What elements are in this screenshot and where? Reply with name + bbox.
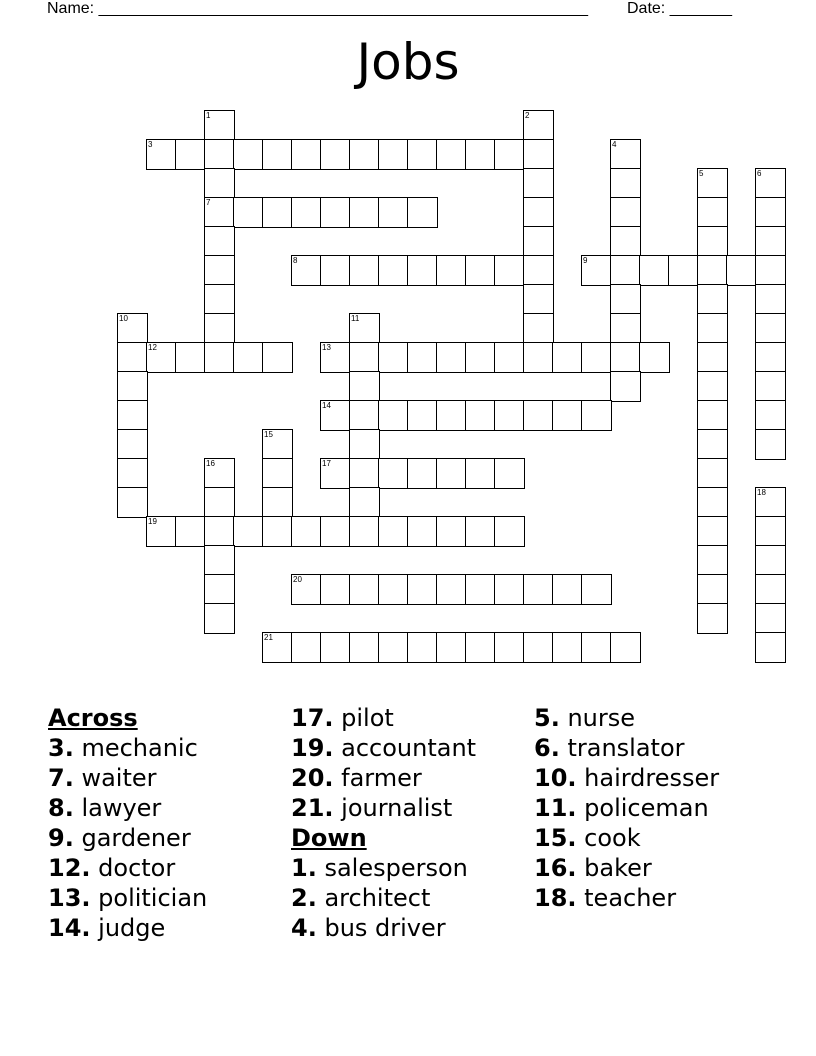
clue-item-text: pilot — [333, 704, 394, 732]
grid-cell[interactable] — [204, 603, 235, 634]
grid-cell[interactable] — [262, 139, 293, 170]
grid-cell[interactable] — [407, 574, 438, 605]
clue-number-label: 19 — [148, 517, 157, 526]
grid-cell[interactable] — [494, 516, 525, 547]
grid-cell[interactable] — [755, 400, 786, 431]
clue-item — [534, 763, 719, 793]
grid-cell[interactable] — [523, 139, 554, 170]
grid-cell[interactable] — [523, 168, 554, 199]
grid-cell[interactable] — [146, 139, 177, 170]
clue-number-label: 6 — [757, 169, 762, 178]
grid-cell[interactable] — [436, 139, 467, 170]
clue-item-number: 13. — [48, 884, 91, 912]
clue-item — [48, 913, 207, 943]
grid-cell[interactable] — [755, 197, 786, 228]
clue-item-text: hairdresser — [576, 764, 720, 792]
grid-cell[interactable] — [465, 516, 496, 547]
grid-cell[interactable] — [233, 342, 264, 373]
grid-cell[interactable] — [349, 197, 380, 228]
grid-cell[interactable] — [349, 632, 380, 663]
grid-cell[interactable] — [146, 516, 177, 547]
clue-item-text: nurse — [559, 704, 636, 732]
clue-item — [291, 883, 476, 913]
clue-number-label: 1 — [206, 111, 211, 120]
clue-number-label: 2 — [525, 111, 530, 120]
grid-cell[interactable] — [117, 429, 148, 460]
grid-cell[interactable] — [697, 458, 728, 489]
grid-cell[interactable] — [523, 255, 554, 286]
clue-item-number: 14. — [48, 914, 91, 942]
clue-item-number: 16. — [534, 854, 577, 882]
grid-cell[interactable] — [233, 197, 264, 228]
grid-cell[interactable] — [755, 168, 786, 199]
grid-cell[interactable] — [117, 487, 148, 518]
grid-cell[interactable] — [407, 516, 438, 547]
clue-item-number: 4. — [291, 914, 317, 942]
clue-number-label: 18 — [757, 488, 766, 497]
grid-cell[interactable] — [523, 313, 554, 344]
grid-cell[interactable] — [494, 458, 525, 489]
grid-cell[interactable] — [755, 429, 786, 460]
clue-number-label: 10 — [119, 314, 128, 323]
grid-cell[interactable] — [610, 168, 641, 199]
grid-cell[interactable] — [523, 632, 554, 663]
grid-cell[interactable] — [407, 400, 438, 431]
grid-cell[interactable] — [117, 458, 148, 489]
grid-cell[interactable] — [755, 516, 786, 547]
grid-cell[interactable] — [175, 342, 206, 373]
grid-cell[interactable] — [436, 574, 467, 605]
grid-cell[interactable] — [755, 487, 786, 518]
grid-cell[interactable] — [262, 429, 293, 460]
grid-cell[interactable] — [610, 197, 641, 228]
grid-cell[interactable] — [146, 342, 177, 373]
grid-cell[interactable] — [262, 632, 293, 663]
clue-number-label: 3 — [148, 140, 153, 149]
grid-cell[interactable] — [204, 574, 235, 605]
grid-cell[interactable] — [552, 342, 583, 373]
clue-item — [291, 703, 476, 733]
clue-number-label: 21 — [264, 633, 273, 642]
grid-cell[interactable] — [755, 574, 786, 605]
grid-cell[interactable] — [291, 516, 322, 547]
grid-cell[interactable] — [697, 487, 728, 518]
grid-cell[interactable] — [668, 255, 699, 286]
grid-cell[interactable] — [378, 400, 409, 431]
grid-cell[interactable] — [320, 255, 351, 286]
clue-item-number: 20. — [291, 764, 334, 792]
grid-cell[interactable] — [349, 313, 380, 344]
grid-cell[interactable] — [320, 139, 351, 170]
clue-item-number: 15. — [534, 824, 577, 852]
clue-item-text: journalist — [333, 794, 453, 822]
grid-cell[interactable] — [320, 342, 351, 373]
grid-cell[interactable] — [610, 632, 641, 663]
grid-cell[interactable] — [523, 110, 554, 141]
clue-column-1 — [48, 703, 207, 943]
grid-cell[interactable] — [204, 168, 235, 199]
grid-cell[interactable] — [407, 197, 438, 228]
grid-cell[interactable] — [552, 632, 583, 663]
grid-cell[interactable] — [262, 458, 293, 489]
clue-item-number: 11. — [534, 794, 577, 822]
grid-cell[interactable] — [320, 632, 351, 663]
grid-cell[interactable] — [610, 255, 641, 286]
clue-item-number: 21. — [291, 794, 334, 822]
grid-cell[interactable] — [407, 632, 438, 663]
grid-cell[interactable] — [378, 255, 409, 286]
grid-cell[interactable] — [697, 168, 728, 199]
grid-cell[interactable] — [697, 284, 728, 315]
grid-cell[interactable] — [610, 313, 641, 344]
grid-cell[interactable] — [697, 255, 728, 286]
grid-cell[interactable] — [494, 400, 525, 431]
clue-item-text: salesperson — [316, 854, 468, 882]
grid-cell[interactable] — [204, 545, 235, 576]
grid-cell[interactable] — [581, 400, 612, 431]
grid-cell[interactable] — [262, 516, 293, 547]
clue-item-text: politician — [90, 884, 208, 912]
grid-cell[interactable] — [465, 632, 496, 663]
grid-cell[interactable] — [610, 139, 641, 170]
grid-cell[interactable] — [436, 516, 467, 547]
grid-cell[interactable] — [697, 197, 728, 228]
grid-cell[interactable] — [204, 139, 235, 170]
grid-cell[interactable] — [697, 545, 728, 576]
grid-cell[interactable] — [436, 632, 467, 663]
grid-cell[interactable] — [494, 342, 525, 373]
clue-item — [48, 883, 207, 913]
grid-cell[interactable] — [378, 516, 409, 547]
clue-item — [291, 913, 476, 943]
grid-cell[interactable] — [755, 545, 786, 576]
grid-cell[interactable] — [436, 342, 467, 373]
grid-cell[interactable] — [349, 487, 380, 518]
grid-cell[interactable] — [436, 458, 467, 489]
grid-cell[interactable] — [523, 226, 554, 257]
grid-cell[interactable] — [320, 400, 351, 431]
clue-item — [48, 823, 207, 853]
grid-cell[interactable] — [204, 342, 235, 373]
grid-cell[interactable] — [378, 574, 409, 605]
grid-cell[interactable] — [320, 574, 351, 605]
clue-item-text: mechanic — [73, 734, 198, 762]
grid-cell[interactable] — [581, 255, 612, 286]
grid-cell[interactable] — [204, 516, 235, 547]
grid-cell[interactable] — [204, 226, 235, 257]
grid-cell[interactable] — [320, 516, 351, 547]
grid-cell[interactable] — [523, 284, 554, 315]
grid-cell[interactable] — [465, 574, 496, 605]
clue-item-number: 10. — [534, 764, 577, 792]
grid-cell[interactable] — [320, 197, 351, 228]
grid-cell[interactable] — [349, 371, 380, 402]
clue-item — [534, 853, 719, 883]
grid-cell[interactable] — [349, 255, 380, 286]
clue-column-2 — [291, 703, 476, 943]
grid-cell[interactable] — [349, 139, 380, 170]
down-heading: Down — [291, 824, 367, 852]
clue-item — [291, 793, 476, 823]
grid-cell[interactable] — [407, 139, 438, 170]
clue-item-text: translator — [559, 734, 685, 762]
clue-item — [291, 763, 476, 793]
clue-column-3 — [534, 703, 719, 913]
grid-cell[interactable] — [204, 110, 235, 141]
grid-cell[interactable] — [117, 313, 148, 344]
clue-item-text: gardener — [73, 824, 191, 852]
clue-item-number: 6. — [534, 734, 560, 762]
clue-item-number: 8. — [48, 794, 74, 822]
clue-item — [534, 703, 719, 733]
grid-cell[interactable] — [610, 371, 641, 402]
grid-cell[interactable] — [552, 574, 583, 605]
clue-number-label: 11 — [351, 314, 360, 323]
grid-cell[interactable] — [494, 255, 525, 286]
grid-cell[interactable] — [233, 139, 264, 170]
grid-cell[interactable] — [204, 487, 235, 518]
grid-cell[interactable] — [117, 342, 148, 373]
grid-cell[interactable] — [610, 342, 641, 373]
grid-cell[interactable] — [262, 487, 293, 518]
grid-cell[interactable] — [494, 574, 525, 605]
grid-cell[interactable] — [378, 342, 409, 373]
grid-cell[interactable] — [697, 371, 728, 402]
clue-number-label: 15 — [264, 430, 273, 439]
grid-cell[interactable] — [407, 255, 438, 286]
grid-cell[interactable] — [204, 313, 235, 344]
grid-cell[interactable] — [610, 226, 641, 257]
clue-item-text: waiter — [73, 764, 157, 792]
grid-cell[interactable] — [755, 603, 786, 634]
grid-cell[interactable] — [610, 284, 641, 315]
page-title: Jobs — [356, 33, 460, 91]
grid-cell[interactable] — [349, 574, 380, 605]
grid-cell[interactable] — [291, 139, 322, 170]
clue-item-text: teacher — [576, 884, 677, 912]
clue-item-text: doctor — [90, 854, 176, 882]
grid-cell[interactable] — [262, 197, 293, 228]
grid-cell[interactable] — [117, 371, 148, 402]
grid-cell[interactable] — [349, 400, 380, 431]
clue-item — [48, 793, 207, 823]
clue-number-label: 16 — [206, 459, 215, 468]
grid-cell[interactable] — [465, 458, 496, 489]
grid-cell[interactable] — [581, 574, 612, 605]
clue-item-text: policeman — [576, 794, 709, 822]
clue-item-number: 12. — [48, 854, 91, 882]
date-field-line: Date: _______ — [627, 0, 732, 17]
grid-cell[interactable] — [436, 400, 467, 431]
grid-cell[interactable] — [349, 458, 380, 489]
clue-item-text: lawyer — [73, 794, 162, 822]
clue-item-number: 5. — [534, 704, 560, 732]
grid-cell[interactable] — [291, 197, 322, 228]
grid-cell[interactable] — [697, 226, 728, 257]
grid-cell[interactable] — [407, 342, 438, 373]
clue-item — [48, 733, 207, 763]
grid-cell[interactable] — [291, 574, 322, 605]
name-field-line: Name: _______________________________________________________ — [47, 0, 588, 17]
across-heading: Across — [48, 704, 138, 732]
clue-item-text: farmer — [333, 764, 422, 792]
grid-cell[interactable] — [378, 139, 409, 170]
clue-item-number: 9. — [48, 824, 74, 852]
clue-number-label: 5 — [699, 169, 704, 178]
grid-cell[interactable] — [175, 139, 206, 170]
grid-cell[interactable] — [697, 429, 728, 460]
grid-cell[interactable] — [262, 342, 293, 373]
clue-number-label: 13 — [322, 343, 331, 352]
grid-cell[interactable] — [349, 342, 380, 373]
clue-item-number: 17. — [291, 704, 334, 732]
clue-item — [48, 853, 207, 883]
grid-cell[interactable] — [755, 632, 786, 663]
grid-cell[interactable] — [755, 371, 786, 402]
grid-cell[interactable] — [697, 574, 728, 605]
clue-item — [291, 733, 476, 763]
grid-cell[interactable] — [697, 516, 728, 547]
grid-cell[interactable] — [755, 313, 786, 344]
grid-cell[interactable] — [233, 516, 264, 547]
grid-cell[interactable] — [291, 632, 322, 663]
grid-cell[interactable] — [465, 400, 496, 431]
grid-cell[interactable] — [320, 458, 351, 489]
grid-cell[interactable] — [465, 255, 496, 286]
grid-cell[interactable] — [697, 603, 728, 634]
clue-number-label: 17 — [322, 459, 331, 468]
grid-cell[interactable] — [639, 342, 670, 373]
grid-cell[interactable] — [436, 255, 467, 286]
clue-number-label: 7 — [206, 198, 211, 207]
clue-item-text: accountant — [333, 734, 477, 762]
clue-number-label: 8 — [293, 256, 298, 265]
clue-item-text: architect — [316, 884, 431, 912]
grid-cell[interactable] — [291, 255, 322, 286]
grid-cell[interactable] — [755, 226, 786, 257]
grid-cell[interactable] — [523, 342, 554, 373]
clue-item — [534, 793, 719, 823]
clue-item-number: 7. — [48, 764, 74, 792]
grid-cell[interactable] — [378, 197, 409, 228]
grid-cell[interactable] — [204, 197, 235, 228]
grid-cell[interactable] — [523, 197, 554, 228]
clue-item — [534, 823, 719, 853]
clue-number-label: 4 — [612, 140, 617, 149]
clue-item — [534, 733, 719, 763]
grid-cell[interactable] — [407, 458, 438, 489]
grid-cell[interactable] — [755, 284, 786, 315]
grid-cell[interactable] — [726, 255, 757, 286]
clue-item-number: 2. — [291, 884, 317, 912]
clue-item-text: judge — [90, 914, 166, 942]
grid-cell[interactable] — [697, 342, 728, 373]
grid-cell[interactable] — [204, 284, 235, 315]
clue-number-label: 9 — [583, 256, 588, 265]
clue-number-label: 20 — [293, 575, 302, 584]
grid-cell[interactable] — [175, 516, 206, 547]
grid-cell[interactable] — [378, 632, 409, 663]
grid-cell[interactable] — [465, 139, 496, 170]
grid-cell[interactable] — [581, 342, 612, 373]
grid-cell[interactable] — [697, 313, 728, 344]
grid-cell[interactable] — [494, 632, 525, 663]
grid-cell[interactable] — [349, 429, 380, 460]
clue-number-label: 12 — [148, 343, 157, 352]
grid-cell[interactable] — [494, 139, 525, 170]
grid-cell[interactable] — [465, 342, 496, 373]
grid-cell[interactable] — [523, 400, 554, 431]
clue-item — [48, 763, 207, 793]
grid-cell[interactable] — [552, 400, 583, 431]
grid-cell[interactable] — [581, 632, 612, 663]
clue-item-text: cook — [576, 824, 641, 852]
grid-cell[interactable] — [755, 342, 786, 373]
grid-cell[interactable] — [755, 255, 786, 286]
grid-cell[interactable] — [523, 574, 554, 605]
grid-cell[interactable] — [378, 458, 409, 489]
grid-cell[interactable] — [639, 255, 670, 286]
grid-cell[interactable] — [349, 516, 380, 547]
grid-cell[interactable] — [204, 458, 235, 489]
grid-cell[interactable] — [204, 255, 235, 286]
clue-item-number: 3. — [48, 734, 74, 762]
grid-cell[interactable] — [117, 400, 148, 431]
clue-item-text: baker — [576, 854, 652, 882]
clue-item — [534, 883, 719, 913]
clue-item-number: 1. — [291, 854, 317, 882]
grid-cell[interactable] — [697, 400, 728, 431]
clue-number-label: 14 — [322, 401, 331, 410]
clue-item-text: bus driver — [316, 914, 446, 942]
clue-item-number: 19. — [291, 734, 334, 762]
clue-item-number: 18. — [534, 884, 577, 912]
clue-item — [291, 853, 476, 883]
